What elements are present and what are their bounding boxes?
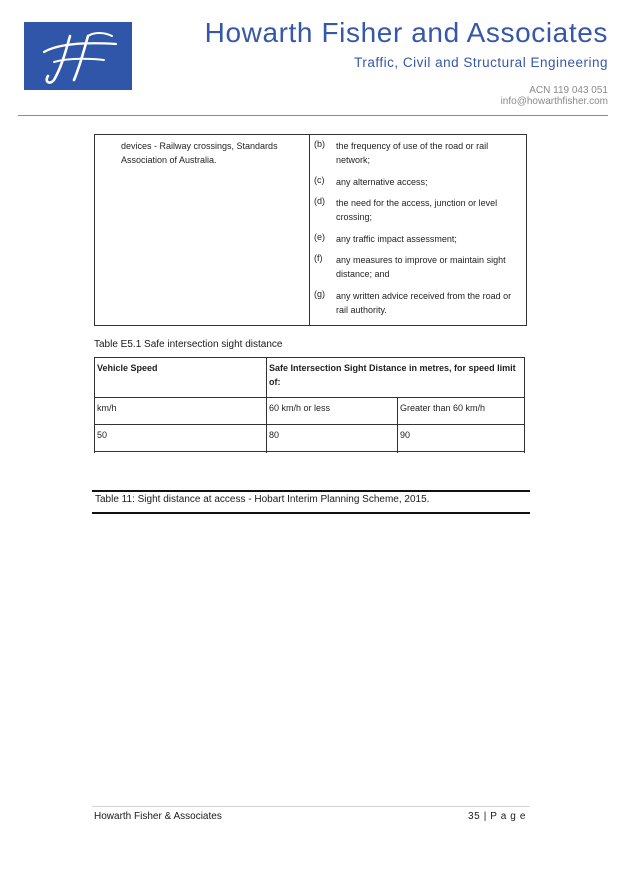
table-header-cell: Vehicle Speed [97,363,158,373]
footer-company: Howarth Fisher & Associates [94,811,222,822]
list-item-text: the need for the access, junction or level crossing; [336,198,498,222]
table-rule [94,397,525,398]
requirements-left-text: devices - Railway crossings, Standards Association of Australia. [121,141,278,165]
table-cell: 90 [400,430,411,440]
table-rule [94,424,525,425]
list-item-text: the frequency of use of the road or rail network; [336,141,489,165]
list-item-letter: (b) [314,139,325,149]
list-item-letter: (e) [314,232,325,242]
table-cell: Greater than 60 km/h [400,403,486,413]
table-rule [397,397,398,453]
company-acn: ACN 119 043 051 [529,85,608,96]
header-divider [18,115,608,116]
table-rule [94,451,525,452]
list-item-text: any alternative access; [336,177,428,187]
requirements-left-cell [95,135,310,325]
sight-distance-table [94,357,525,453]
table-cell: km/h [97,403,117,413]
figure-caption: Table 11: Sight distance at access - Hobart Interim Planning Scheme, 2015. [95,494,430,505]
hf-monogram-icon [24,22,132,90]
list-item-text: any measures to improve or maintain sight distance; and [336,255,506,279]
table-rule [94,357,95,453]
table-header-cell: Safe Intersection Sight Distance in metres, for speed limit of: [269,363,516,387]
table-caption: Table E5.1 Safe intersection sight distance [94,339,283,350]
company-tagline: Traffic, Civil and Structural Engineering [354,55,608,70]
list-item-text: any traffic impact assessment; [336,234,457,244]
company-logo [24,22,132,90]
table-rule [524,357,525,453]
company-email: info@howarthfisher.com [500,96,608,107]
list-item-letter: (c) [314,175,325,185]
list-item-letter: (f) [314,253,323,263]
list-item-letter: (g) [314,289,325,299]
table-cell: 60 km/h or less [269,403,331,413]
footer-divider [92,806,530,807]
requirements-table [94,134,527,326]
caption-bottom-rule [92,512,530,514]
caption-top-rule [92,490,530,492]
table-rule [266,357,267,453]
list-item-letter: (d) [314,196,325,206]
page-number: 35 | P a g e [468,811,526,822]
table-cell: 80 [269,430,280,440]
table-rule [94,357,525,358]
list-item-text: any written advice received from the road or rail authority. [336,291,512,315]
requirements-right-cell [309,135,526,325]
table-cell: 50 [97,430,108,440]
company-name: Howarth Fisher and Associates [204,17,608,48]
